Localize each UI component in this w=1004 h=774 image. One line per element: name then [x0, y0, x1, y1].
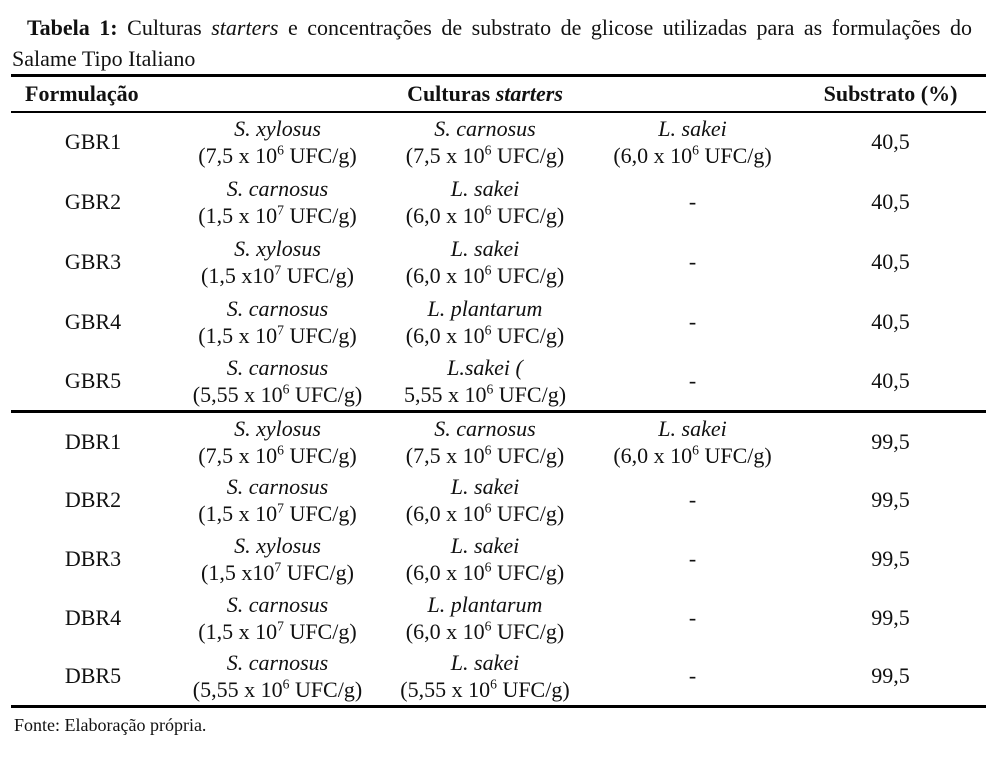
no-culture-dash: -	[688, 546, 697, 571]
culture-cell	[590, 412, 795, 471]
exponent: 6	[484, 322, 492, 338]
species-name: S. xylosus	[234, 235, 321, 261]
exponent: 6	[277, 142, 284, 158]
concentration: (6,0 x $10^6$ UFC/g)	[405, 322, 565, 348]
table-row	[11, 172, 986, 232]
species-name: S. carnosus	[226, 474, 329, 499]
concentration: 5,55 x $10^6$ UFC/g)	[403, 381, 567, 407]
substrate-value: 99,5	[871, 487, 910, 512]
species-name: L. plantarum	[427, 592, 543, 617]
exponent: 6	[484, 262, 492, 278]
concentration: (6,0 x $10^6$ UFC/g)	[405, 262, 565, 288]
table-row	[11, 112, 986, 172]
header-culturas-text: Culturas	[407, 80, 496, 106]
table-caption-text-post: e concentrações de substrato de glicose utilizadas para as formulações do Salame Tipo Italiano	[12, 15, 973, 71]
species-name: S. xylosus	[234, 116, 321, 141]
formulation-label: DBR5	[64, 663, 122, 689]
header-formulacao: Formulação	[25, 80, 139, 106]
concentration: (5,55 x $10^6$ UFC/g)	[400, 676, 570, 703]
exponent: 6	[484, 500, 492, 516]
substrate-value: 40,5	[871, 248, 910, 274]
no-culture-dash: -	[688, 487, 697, 512]
species-name: L. sakei	[450, 474, 520, 499]
culture-cell	[380, 530, 590, 589]
table-caption-label: Tabela 1:	[27, 15, 118, 40]
exponent: 6	[282, 381, 290, 397]
table-row	[11, 232, 986, 292]
exponent: 6	[484, 618, 492, 634]
concentration: (1,5 x $10^7$ UFC/g)	[198, 500, 357, 526]
culture-cell	[175, 530, 380, 589]
table-row	[11, 530, 986, 589]
concentration: (6,0 x $10^6$ UFC/g)	[613, 142, 772, 168]
concentration: (5,55 x $10^6$ UFC/g)	[192, 381, 363, 407]
exponent: 6	[277, 442, 284, 458]
exponent: 6	[486, 381, 494, 397]
concentration: (7,5 x $10^6$ UFC/g)	[405, 142, 565, 168]
no-culture-dash: -	[688, 308, 697, 334]
table-source-note: Fonte: Elaboração própria.	[14, 715, 207, 735]
substrate-value: 40,5	[871, 188, 910, 214]
concentration: (5,55 x $10^6$ UFC/g)	[192, 676, 363, 703]
formulation-label: GBR4	[64, 308, 122, 334]
exponent: 7	[277, 322, 284, 338]
species-name: L. sakei	[658, 116, 727, 141]
table-row	[11, 352, 986, 412]
concentration: (6,0 x $10^6$ UFC/g)	[613, 442, 772, 468]
substrate-value: 99,5	[871, 546, 910, 571]
species-name: S. carnosus	[226, 354, 329, 380]
culture-cell	[380, 648, 590, 707]
culture-cell	[380, 112, 590, 172]
species-name: L. sakei	[450, 650, 520, 676]
species-name: L. plantarum	[427, 295, 543, 321]
exponent: 6	[692, 442, 699, 458]
concentration: (7,5 x $10^6$ UFC/g)	[405, 442, 565, 468]
formulation-label: GBR2	[64, 188, 122, 214]
table-row	[11, 412, 986, 471]
table-caption-italic-word: starters	[211, 15, 279, 40]
formulation-label: DBR1	[64, 428, 122, 454]
concentration: (6,0 x $10^6$ UFC/g)	[405, 500, 565, 526]
concentration: (1,5 x $10^7$ UFC/g)	[198, 322, 357, 348]
section-gbr	[11, 112, 986, 412]
header-row	[11, 76, 986, 112]
species-name: L. sakei	[450, 533, 520, 558]
culture-cell	[175, 292, 380, 352]
species-name: L. sakei	[450, 235, 520, 261]
table-row	[11, 589, 986, 648]
exponent: 6	[484, 142, 492, 158]
culture-cell	[175, 471, 380, 530]
formulation-label: DBR4	[64, 605, 122, 630]
concentration: (1,5 x $10^7$ UFC/g)	[198, 618, 357, 644]
table-header	[11, 76, 986, 112]
concentration: (6,0 x $10^6$ UFC/g)	[405, 559, 565, 585]
concentration: (7,5 x $10^6$ UFC/g)	[198, 142, 357, 168]
culture-cell	[175, 648, 380, 707]
table-row	[11, 648, 986, 707]
culture-cell	[380, 471, 590, 530]
concentration: (1,5 $x10^7$ UFC/g)	[201, 262, 354, 288]
no-culture-dash: -	[688, 248, 697, 274]
culture-cell	[380, 412, 590, 471]
culture-cell	[380, 232, 590, 292]
species-name: L. sakei	[450, 175, 520, 201]
species-name: S. carnosus	[434, 415, 536, 441]
exponent: 7	[274, 559, 282, 575]
concentration: (1,5 $x10^7$ UFC/g)	[201, 559, 354, 585]
culture-cell	[380, 292, 590, 352]
exponent: 6	[484, 442, 492, 458]
substrate-value: 40,5	[871, 129, 910, 154]
formulation-label: GBR3	[64, 248, 122, 274]
species-name: L. sakei	[658, 415, 727, 441]
exponent: 6	[692, 142, 699, 158]
formulation-label: GBR5	[64, 367, 122, 393]
culture-cell	[590, 112, 795, 172]
culture-cell	[380, 589, 590, 648]
table-row	[11, 471, 986, 530]
table-row	[11, 292, 986, 352]
formulation-label: DBR2	[64, 487, 122, 512]
species-name: S. carnosus	[226, 592, 329, 617]
table-caption-text-pre: Culturas	[117, 15, 212, 40]
exponent: 7	[277, 618, 284, 634]
culture-cell	[380, 172, 590, 232]
concentration: (7,5 x $10^6$ UFC/g)	[198, 442, 357, 468]
substrate-value: 40,5	[871, 367, 910, 393]
exponent: 7	[274, 262, 282, 278]
substrate-value: 40,5	[871, 308, 910, 334]
no-culture-dash: -	[688, 367, 697, 393]
culture-cell	[380, 352, 590, 412]
species-name: S. carnosus	[226, 295, 329, 321]
substrate-value: 99,5	[871, 605, 910, 630]
concentration: (6,0 x $10^6$ UFC/g)	[405, 202, 565, 228]
header-starters-italic: starters	[495, 80, 563, 106]
no-culture-dash: -	[688, 188, 697, 214]
table-caption	[12, 12, 972, 74]
species-name: L.sakei (	[447, 354, 523, 380]
no-culture-dash: -	[688, 663, 697, 689]
species-name: S. carnosus	[226, 175, 329, 201]
document-page	[0, 12, 1004, 774]
exponent: 7	[277, 500, 284, 516]
exponent: 7	[277, 202, 284, 218]
species-name: S. carnosus	[226, 650, 329, 676]
exponent: 6	[484, 559, 492, 575]
concentration: (1,5 x $10^7$ UFC/g)	[198, 202, 357, 228]
formulation-label: DBR3	[64, 546, 122, 571]
exponent: 6	[490, 676, 497, 692]
species-name: S. xylosus	[234, 533, 321, 558]
culture-cell	[175, 232, 380, 292]
species-name: S. xylosus	[234, 415, 321, 441]
header-culturas-starters	[175, 76, 795, 112]
no-culture-dash: -	[688, 605, 697, 630]
substrate-value: 99,5	[871, 428, 910, 454]
culture-cell	[175, 112, 380, 172]
exponent: 6	[484, 202, 492, 218]
exponent: 6	[282, 676, 290, 692]
header-substrato: Substrato (%)	[823, 80, 958, 106]
substrate-value: 99,5	[871, 663, 910, 689]
section-dbr	[11, 412, 986, 707]
formulation-label: GBR1	[64, 129, 122, 154]
culture-cell	[175, 589, 380, 648]
formulations-table	[11, 74, 986, 708]
culture-cell	[175, 412, 380, 471]
culture-cell	[175, 172, 380, 232]
culture-cell	[175, 352, 380, 412]
concentration: (6,0 x $10^6$ UFC/g)	[405, 618, 565, 644]
species-name: S. carnosus	[434, 116, 536, 141]
